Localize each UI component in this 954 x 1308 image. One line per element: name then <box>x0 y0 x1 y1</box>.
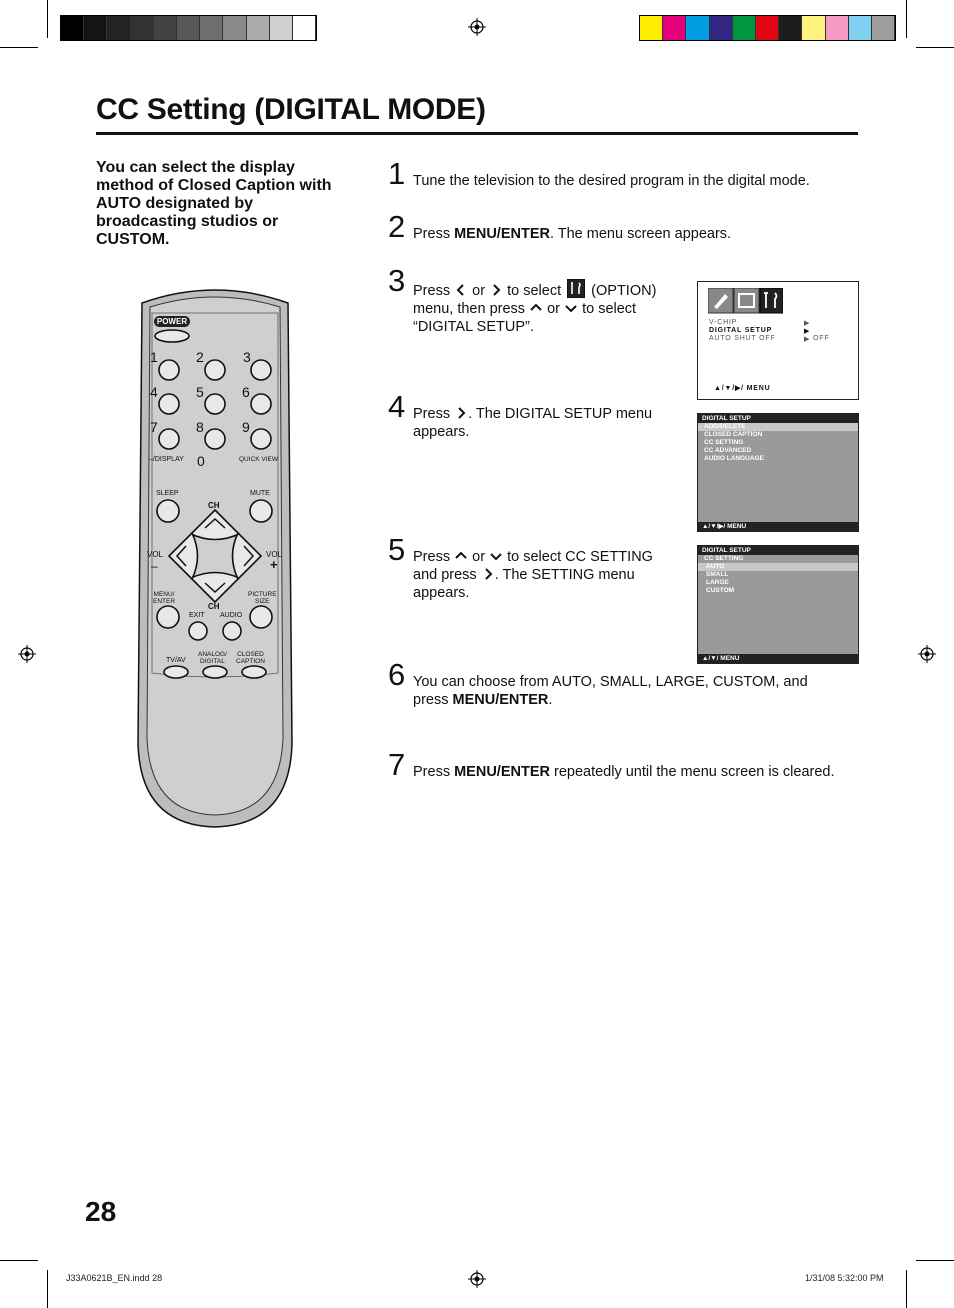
step-6-text <box>413 673 853 709</box>
step-1-number: 1 <box>388 156 406 191</box>
digit-6-label: 6 <box>242 384 250 400</box>
mute-label: MUTE <box>250 490 270 497</box>
menu-item: LARGE <box>706 579 729 586</box>
step-4-number: 4 <box>388 389 406 424</box>
step-5-text-c: and press <box>413 567 477 583</box>
step-5-text <box>413 548 683 602</box>
footer-timestamp: 1/31/08 5:32:00 PM <box>805 1273 884 1283</box>
calibration-swatch <box>663 16 686 40</box>
screen-footer: ▲/▼/ MENU <box>698 654 858 663</box>
arrow-right-icon: ▶ <box>804 328 811 335</box>
chevron-left-icon <box>454 283 468 297</box>
step-7-text-a: Press <box>413 764 455 780</box>
step-6-text-b: press <box>413 692 453 708</box>
footer-file-info: J33A0621B_EN.indd 28 <box>66 1273 163 1283</box>
menu-item: AUDIO LANGUAGE <box>704 455 764 462</box>
crop-mark <box>916 1260 954 1261</box>
menu-item-auto-shut-off: AUTO SHUT OFF <box>709 335 776 342</box>
digit-2-label: 2 <box>196 349 204 365</box>
calibration-swatch <box>200 16 223 40</box>
digit-9-label: 9 <box>242 419 250 435</box>
step-3-or: or <box>472 283 486 299</box>
calibration-swatch <box>61 16 84 40</box>
screen-header: DIGITAL SETUP <box>698 414 858 423</box>
step-2-text-c: . The menu screen appears. <box>549 226 732 242</box>
screen-subheader: CC SETTING <box>704 555 744 562</box>
calibration-swatch <box>131 16 154 40</box>
step-6-number: 6 <box>388 657 406 692</box>
crop-mark <box>47 1270 48 1308</box>
step-5-text-e: appears. <box>413 585 470 601</box>
step-7-number: 7 <box>388 747 406 782</box>
crop-mark <box>0 1260 38 1261</box>
menu-item: AUTO <box>706 563 725 570</box>
step-5-text-a: Press <box>413 549 451 565</box>
digit-5-label: 5 <box>196 384 204 400</box>
chevron-down-icon <box>489 549 503 563</box>
digit-3-label: 3 <box>243 349 251 365</box>
calibration-swatch <box>710 16 733 40</box>
menu-enter-label: MENU/ ENTER <box>153 591 176 605</box>
audio-label: AUDIO <box>220 612 243 619</box>
vol-minus-label: – <box>151 559 158 573</box>
digit-8-label: 8 <box>196 419 204 435</box>
step-5-number: 5 <box>388 532 406 567</box>
option-menu-screen <box>697 281 859 400</box>
cc-setting-screen <box>697 545 859 664</box>
quick-view-label: QUICK VIEW <box>239 456 279 463</box>
calibration-swatch <box>293 16 316 40</box>
crop-mark <box>906 0 907 38</box>
digit-1-label: 1 <box>150 349 158 365</box>
vol-plus-label: + <box>270 557 278 572</box>
step-5-text-d: . The SETTING menu <box>494 567 635 583</box>
menu-item: SMALL <box>706 571 729 578</box>
step-5-or: or <box>472 549 486 565</box>
intro-text: You can select the display method of Closed Caption with AUTO designated by broadcasting studios or CUSTOM. <box>96 159 332 248</box>
tv-av-label: TV/AV <box>166 657 186 664</box>
picture-size-label: PICTURE SIZE <box>248 591 277 605</box>
registration-mark-icon <box>468 1270 486 1288</box>
chevron-right-icon <box>454 406 468 420</box>
calibration-swatch <box>84 16 107 40</box>
power-button[interactable]: POWER <box>154 316 190 327</box>
step-2-text <box>413 225 731 243</box>
vol-right-label: VOL <box>266 550 283 559</box>
digit-0-label: 0 <box>197 453 205 469</box>
calibration-swatch <box>826 16 849 40</box>
exit-label: EXIT <box>189 612 205 619</box>
auto-shut-off-value: OFF <box>813 335 830 342</box>
chevron-down-icon <box>564 301 578 315</box>
analog-digital-label: ANALOG/ DIGITAL <box>198 651 227 665</box>
page-number: 28 <box>85 1196 117 1227</box>
step-3-option: (OPTION) <box>591 283 657 299</box>
step-2-key: MENU/ENTER <box>454 226 550 242</box>
crop-mark <box>47 0 48 38</box>
step-2-text-a: Press <box>413 226 455 242</box>
screen-footer: ▲/▼/▶/ MENU <box>698 522 858 531</box>
calibration-swatch <box>154 16 177 40</box>
step-3-text-a: Press <box>413 283 451 299</box>
menu-item: CLOSED CAPTION <box>704 431 763 438</box>
ch-up-label: CH <box>208 501 220 510</box>
arrow-right-icon: ▶ <box>804 320 811 327</box>
calibration-swatch <box>849 16 872 40</box>
closed-caption-label: CLOSED CAPTION <box>236 651 265 665</box>
ch-down-label: CH <box>208 602 220 611</box>
calibration-swatch <box>107 16 130 40</box>
digit-4-label: 4 <box>150 384 158 400</box>
chevron-right-icon <box>481 567 495 581</box>
chevron-up-icon <box>454 549 468 563</box>
step-6-text-a: You can choose from AUTO, SMALL, LARGE, CUSTOM, and <box>413 674 808 690</box>
page-title: CC Setting (DIGITAL MODE) <box>96 93 486 126</box>
calibration-swatch <box>802 16 825 40</box>
step-2-number: 2 <box>388 209 406 244</box>
calibration-swatch <box>872 16 895 40</box>
sleep-label: SLEEP <box>156 490 179 497</box>
color-calibration-bar <box>639 15 896 41</box>
calibration-swatch <box>733 16 756 40</box>
step-4-text-c: appears. <box>413 424 470 440</box>
calibration-swatch <box>779 16 802 40</box>
menu-item: CC SETTING <box>704 439 744 446</box>
menu-item: CUSTOM <box>706 587 735 594</box>
step-5-text-b: to select CC SETTING <box>507 549 653 565</box>
crop-mark <box>906 1270 907 1308</box>
step-4-text-b: . The DIGITAL SETUP menu <box>468 406 653 422</box>
step-3-number: 3 <box>388 263 406 298</box>
calibration-swatch <box>686 16 709 40</box>
step-3-line2a: menu, then press <box>413 301 526 317</box>
step-1-text: Tune the television to the desired program in the digital mode. <box>413 173 810 189</box>
digital-setup-screen <box>697 413 859 532</box>
step-4-text-a: Press <box>413 406 451 422</box>
vol-left-label: VOL <box>147 550 164 559</box>
step-6-text-d: . <box>548 692 553 708</box>
step-3-or-2: or <box>547 301 561 317</box>
step-3-line3: “DIGITAL SETUP”. <box>413 319 534 335</box>
calibration-swatch <box>177 16 200 40</box>
step-4-text <box>413 405 673 441</box>
menu-nav-hint: ▲/▼/▶/ MENU <box>714 385 771 392</box>
calibration-swatch <box>247 16 270 40</box>
step-6-key: MENU/ENTER <box>452 692 549 708</box>
menu-item-vchip: V-CHIP <box>709 319 738 326</box>
display-label: –/DISPLAY <box>149 456 184 463</box>
menu-item: ADD/DELETE <box>704 423 746 430</box>
registration-mark-icon <box>468 18 486 36</box>
registration-mark-icon <box>918 645 936 663</box>
chevron-up-icon <box>529 301 543 315</box>
step-7-text <box>413 763 863 781</box>
crop-mark <box>0 47 38 48</box>
calibration-swatch <box>270 16 293 40</box>
step-7-text-c: repeatedly until the menu screen is cleared. <box>549 764 835 780</box>
menu-tab-icons <box>708 288 783 315</box>
title-rule <box>96 132 858 135</box>
calibration-swatch <box>756 16 779 40</box>
step-3-text <box>413 279 673 336</box>
step-3-to-select: to select <box>507 283 562 299</box>
registration-mark-icon <box>18 645 36 663</box>
grey-calibration-bar <box>60 15 317 41</box>
chevron-right-icon <box>489 283 503 297</box>
step-7-key: MENU/ENTER <box>454 764 550 780</box>
digit-7-label: 7 <box>150 419 158 435</box>
arrow-right-icon: ▶ <box>804 336 811 343</box>
screen-header: DIGITAL SETUP <box>698 546 858 555</box>
calibration-swatch <box>640 16 663 40</box>
calibration-swatch <box>223 16 246 40</box>
step-3-line2b: to select <box>582 301 637 317</box>
option-tools-icon <box>567 279 585 298</box>
menu-item: CC ADVANCED <box>704 447 752 454</box>
crop-mark <box>916 47 954 48</box>
menu-item-digital-setup: DIGITAL SETUP <box>709 327 773 334</box>
